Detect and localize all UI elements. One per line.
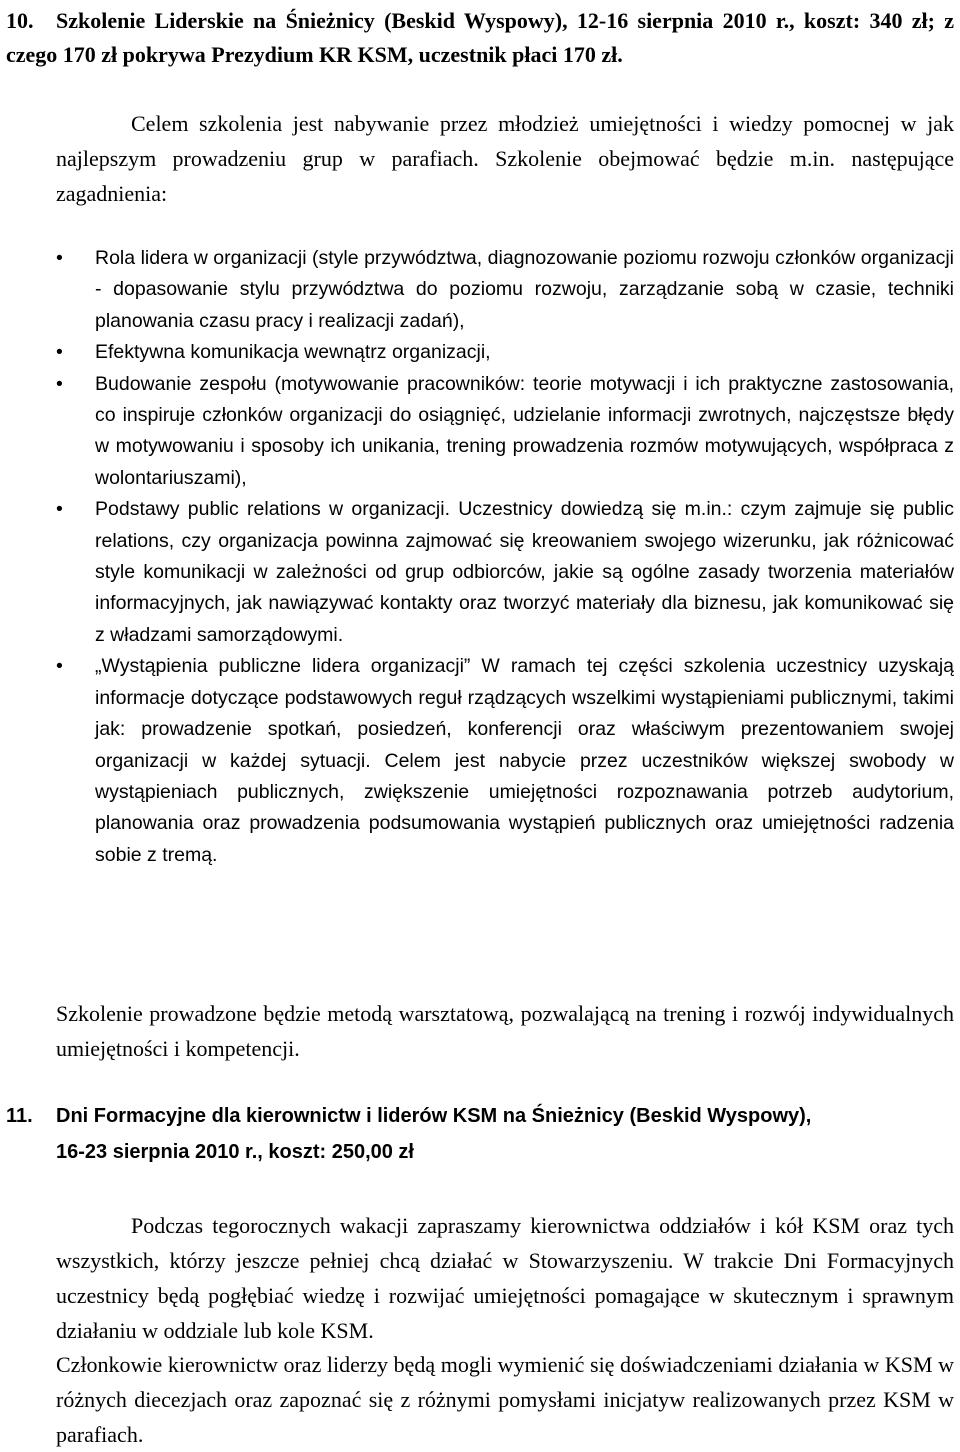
list-item: • Podstawy public relations w organizacji. Uczestnicy dowiedzą się m.in.: czym zajmuje się public relations, czy organizacja powinna zajmować się kreowaniem swojego wizerunku, jak różnicować style komunikacji w zależności od grup odbiorców, jakie są ogólne zasady tworzenia materiałów informacyjnych, jak nawiązywać kontakty oraz tworzyć materiały dla biznesu, jak komunikować się z władzami samorządowymi. bbox=[56, 494, 954, 651]
section-11-cost: , koszt: 250,00 zł bbox=[257, 1141, 414, 1163]
topics-list bbox=[56, 243, 954, 871]
bullet-icon: • bbox=[56, 247, 63, 269]
list-item: • Efektywna komunikacja wewnątrz organizacji, bbox=[56, 337, 954, 368]
section-11-paragraph-2: Członkowie kierownictw oraz liderzy będą mogli wymienić się doświadczeniami działania w KSM w różnych diecezjach oraz zapoznać się z różnymi pomysłami inicjatyw realizowanych przez KSM w parafiach. bbox=[56, 1352, 954, 1447]
list-item: • „Wystąpienia publiczne lidera organizacji” W ramach tej części szkolenia uczestnicy uzyskają informacje dotyczące podstawowych reguł rządzących wszelkimi wystąpieniami publicznymi, takimi jak: prowadzenie spotkań, posiedzeń, konferencji oraz właściwym prezentowaniem swojej organizacji w każdej sytuacji. Celem jest nabycie przez uczestników większej swobody w wystąpieniach publicznych, zwiększenie umiejętności rozpoznawania potrzeb audytorium, planowania oraz prowadzenia podsumowania wystąpień publicznych oraz umiejętności radzenia sobie z tremą. bbox=[56, 651, 954, 871]
section-10-heading bbox=[6, 4, 954, 72]
bullet-icon: • bbox=[56, 498, 63, 521]
section-11-heading-line2 bbox=[6, 1134, 954, 1170]
section-10-closing: Szkolenie prowadzone będzie metodą warsztatową, pozwalającą na trening i rozwój indywidualnych umiejętności i kompetencji. bbox=[56, 1001, 954, 1061]
section-10-number: 10. bbox=[6, 8, 34, 33]
section-10-intro: Celem szkolenia jest nabywanie przez młodzież umiejętności i wiedzy pomocnej w jak najlepszym prowadzeniu grup w parafiach. Szkolenie obejmować będzie m.in. następujące zagadnienia: bbox=[56, 111, 954, 206]
section-10-heading-text: Szkolenie Liderskie na Śnieżnicy (Beskid Wyspowy), 12-16 sierpnia 2010 r., koszt: 340 zł; z czego 170 zł pokrywa Prezydium KR KSM, uczestnik płaci 170 zł. bbox=[6, 8, 954, 67]
section-11-dates: 16-23 sierpnia 2010 r. bbox=[56, 1141, 258, 1163]
section-11-heading bbox=[6, 1098, 954, 1170]
list-item: • Budowanie zespołu (motywowanie pracowników: teorie motywacji i ich praktyczne zastosowania, co inspiruje członków organizacji do osiągnięć, udzielanie informacji zwrotnych, najczęstsze błędy w motywowaniu i sposoby ich unikania, trening prowadzenia rozmów motywujących, współpraca z wolontariuszami), bbox=[56, 369, 954, 495]
section-11-paragraph-1: Podczas tegorocznych wakacji zapraszamy kierownictwa oddziałów i kół KSM oraz tych wszystkich, którzy jeszcze pełniej chcą działać w Stowarzyszeniu. W trakcie Dni Formacyjnych uczestnicy będą pogłębiać wiedzę i rozwijać umiejętności pomagające w skutecznym i sprawnym działaniu w oddziale lub kole KSM. bbox=[56, 1213, 954, 1343]
list-item: • Rola lidera w organizacji (style przywództwa, diagnozowanie poziomu rozwoju członków organizacji - dopasowanie stylu przywództwa do poziomu rozwoju, zarządzanie sobą w czasie, techniki planowania czasu pracy i realizacji zadań), bbox=[56, 243, 954, 337]
bullet-icon: • bbox=[56, 341, 63, 364]
section-11-number: 11. bbox=[6, 1105, 33, 1127]
bullet-icon: • bbox=[56, 372, 63, 395]
section-11-heading-line1: Dni Formacyjne dla kierownictw i liderów KSM na Śnieżnicy (Beskid Wyspowy), bbox=[56, 1105, 812, 1127]
bullet-icon: • bbox=[56, 655, 63, 678]
